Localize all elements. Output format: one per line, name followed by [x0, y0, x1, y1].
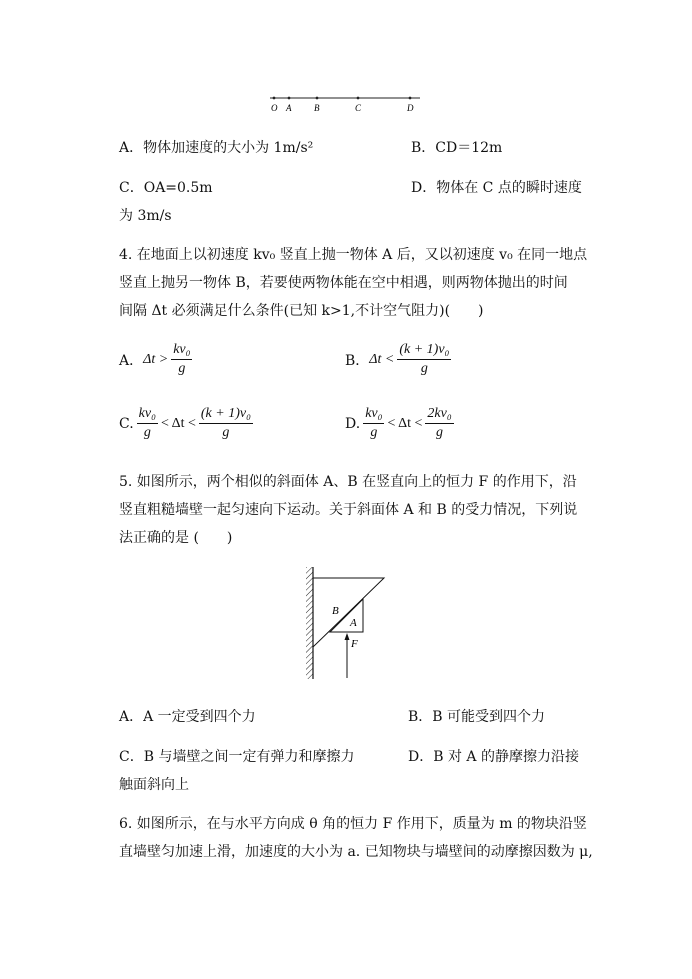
q3-option-d-line2: 为 3m/s [119, 208, 172, 224]
q4-option-a [119, 342, 195, 377]
q4-option-c-fraction2 [199, 406, 253, 441]
q6-stem-line1: 6. 如图所示，在与水平方向成 θ 角的恒力 F 作用下，质量为 m 的物块沿竖 [119, 816, 587, 832]
q4-stem-line1: 4. 在地面上以初速度 kv₀ 竖直上抛一物体 A 后，又以初速度 v₀ 在同一地点 [119, 247, 588, 263]
q3-option-c: C．OA=0.5m [119, 180, 213, 196]
q4-option-d-numerator2: 2kv₀ [425, 406, 453, 424]
wedge-a-label: A [350, 617, 357, 629]
q4-option-c-inequality: < Δt < [160, 415, 196, 431]
q4-option-a-lhs: Δt > [143, 351, 169, 367]
q4-option-d-denominator2: g [436, 425, 444, 440]
q4-option-c-fraction1 [137, 406, 158, 441]
point-d-marker [409, 97, 412, 100]
number-line-figure [262, 90, 427, 115]
q3-option-a: A．物体加速度的大小为 1m/s² [119, 140, 314, 156]
point-a-marker [288, 97, 291, 100]
q4-option-c-numerator1: kv₀ [137, 406, 158, 424]
q5-option-d-line1: D．B 对 A 的静摩擦力沿接 [408, 749, 579, 765]
q3-option-b: B．CD＝12m [411, 140, 503, 156]
q4-option-b-numerator: (k + 1)v₀ [397, 342, 451, 360]
point-c-marker [357, 97, 360, 100]
q4-option-c-denominator2: g [222, 425, 230, 440]
wedge-b [313, 578, 384, 647]
q4-option-c [119, 406, 256, 441]
q4-option-d-numerator1: kv₀ [363, 406, 384, 424]
point-a-label: A [286, 103, 292, 113]
q4-option-d-fraction1 [363, 406, 384, 441]
q4-option-b-label: B． [345, 352, 370, 369]
q4-option-a-fraction [171, 342, 192, 377]
q5-stem-line2: 竖直粗糙墙壁一起匀速向下运动。关于斜面体 A 和 B 的受力情况，下列说 [119, 502, 578, 518]
q5-option-c: C．B 与墙壁之间一定有弹力和摩擦力 [119, 749, 355, 765]
q5-stem-line1: 5. 如图所示，两个相似的斜面体 A、B 在竖直向上的恒力 F 的作用下，沿 [119, 474, 577, 490]
q4-option-b-denominator: g [420, 361, 428, 376]
force-arrow-head [345, 633, 350, 640]
q5-option-d-line2: 触面斜向上 [119, 777, 189, 793]
q4-option-c-numerator2: (k + 1)v₀ [199, 406, 253, 424]
force-label: F [351, 638, 358, 650]
wedge-wall-figure [300, 562, 390, 684]
wedge-b-label: B [332, 605, 339, 617]
q4-option-d-denominator1: g [370, 425, 378, 440]
wall-hatching [306, 567, 313, 679]
q5-stem-line3: 法正确的是 ( ) [119, 530, 233, 546]
point-b-marker [316, 97, 319, 100]
q3-option-d-line1: D．物体在 C 点的瞬时速度 [411, 180, 582, 196]
q5-option-b: B．B 可能受到四个力 [408, 709, 546, 725]
q5-option-a: A．A 一定受到四个力 [119, 709, 256, 725]
point-o-label: O [271, 103, 278, 113]
q4-option-d-inequality: < Δt < [387, 415, 423, 431]
q4-option-c-label: C. [119, 415, 134, 432]
q4-option-a-label: A． [119, 352, 144, 369]
q4-option-c-denominator1: g [143, 425, 151, 440]
q4-option-b [345, 342, 454, 377]
q4-option-d [345, 406, 457, 441]
point-d-label: D [407, 103, 414, 113]
point-o-marker [273, 97, 276, 100]
q4-option-b-lhs: Δt < [369, 351, 395, 367]
q4-option-a-denominator: g [178, 361, 186, 376]
q4-option-d-fraction2 [425, 406, 453, 441]
point-b-label: B [314, 103, 320, 113]
q4-stem-line3: 间隔 Δt 必须满足什么条件(已知 k>1,不计空气阻力)( ) [119, 303, 484, 319]
q4-stem-line2: 竖直上抛另一物体 B，若要使两物体能在空中相遇，则两物体抛出的时间 [119, 275, 568, 291]
q4-option-b-fraction [397, 342, 451, 377]
q4-option-a-numerator: kv₀ [171, 342, 192, 360]
q4-option-d-label: D. [345, 415, 361, 432]
point-c-label: C [355, 103, 362, 113]
q6-stem-line2: 直墙壁匀加速上滑，加速度的大小为 a. 已知物块与墙壁间的动摩擦因数为 μ, [119, 844, 593, 860]
